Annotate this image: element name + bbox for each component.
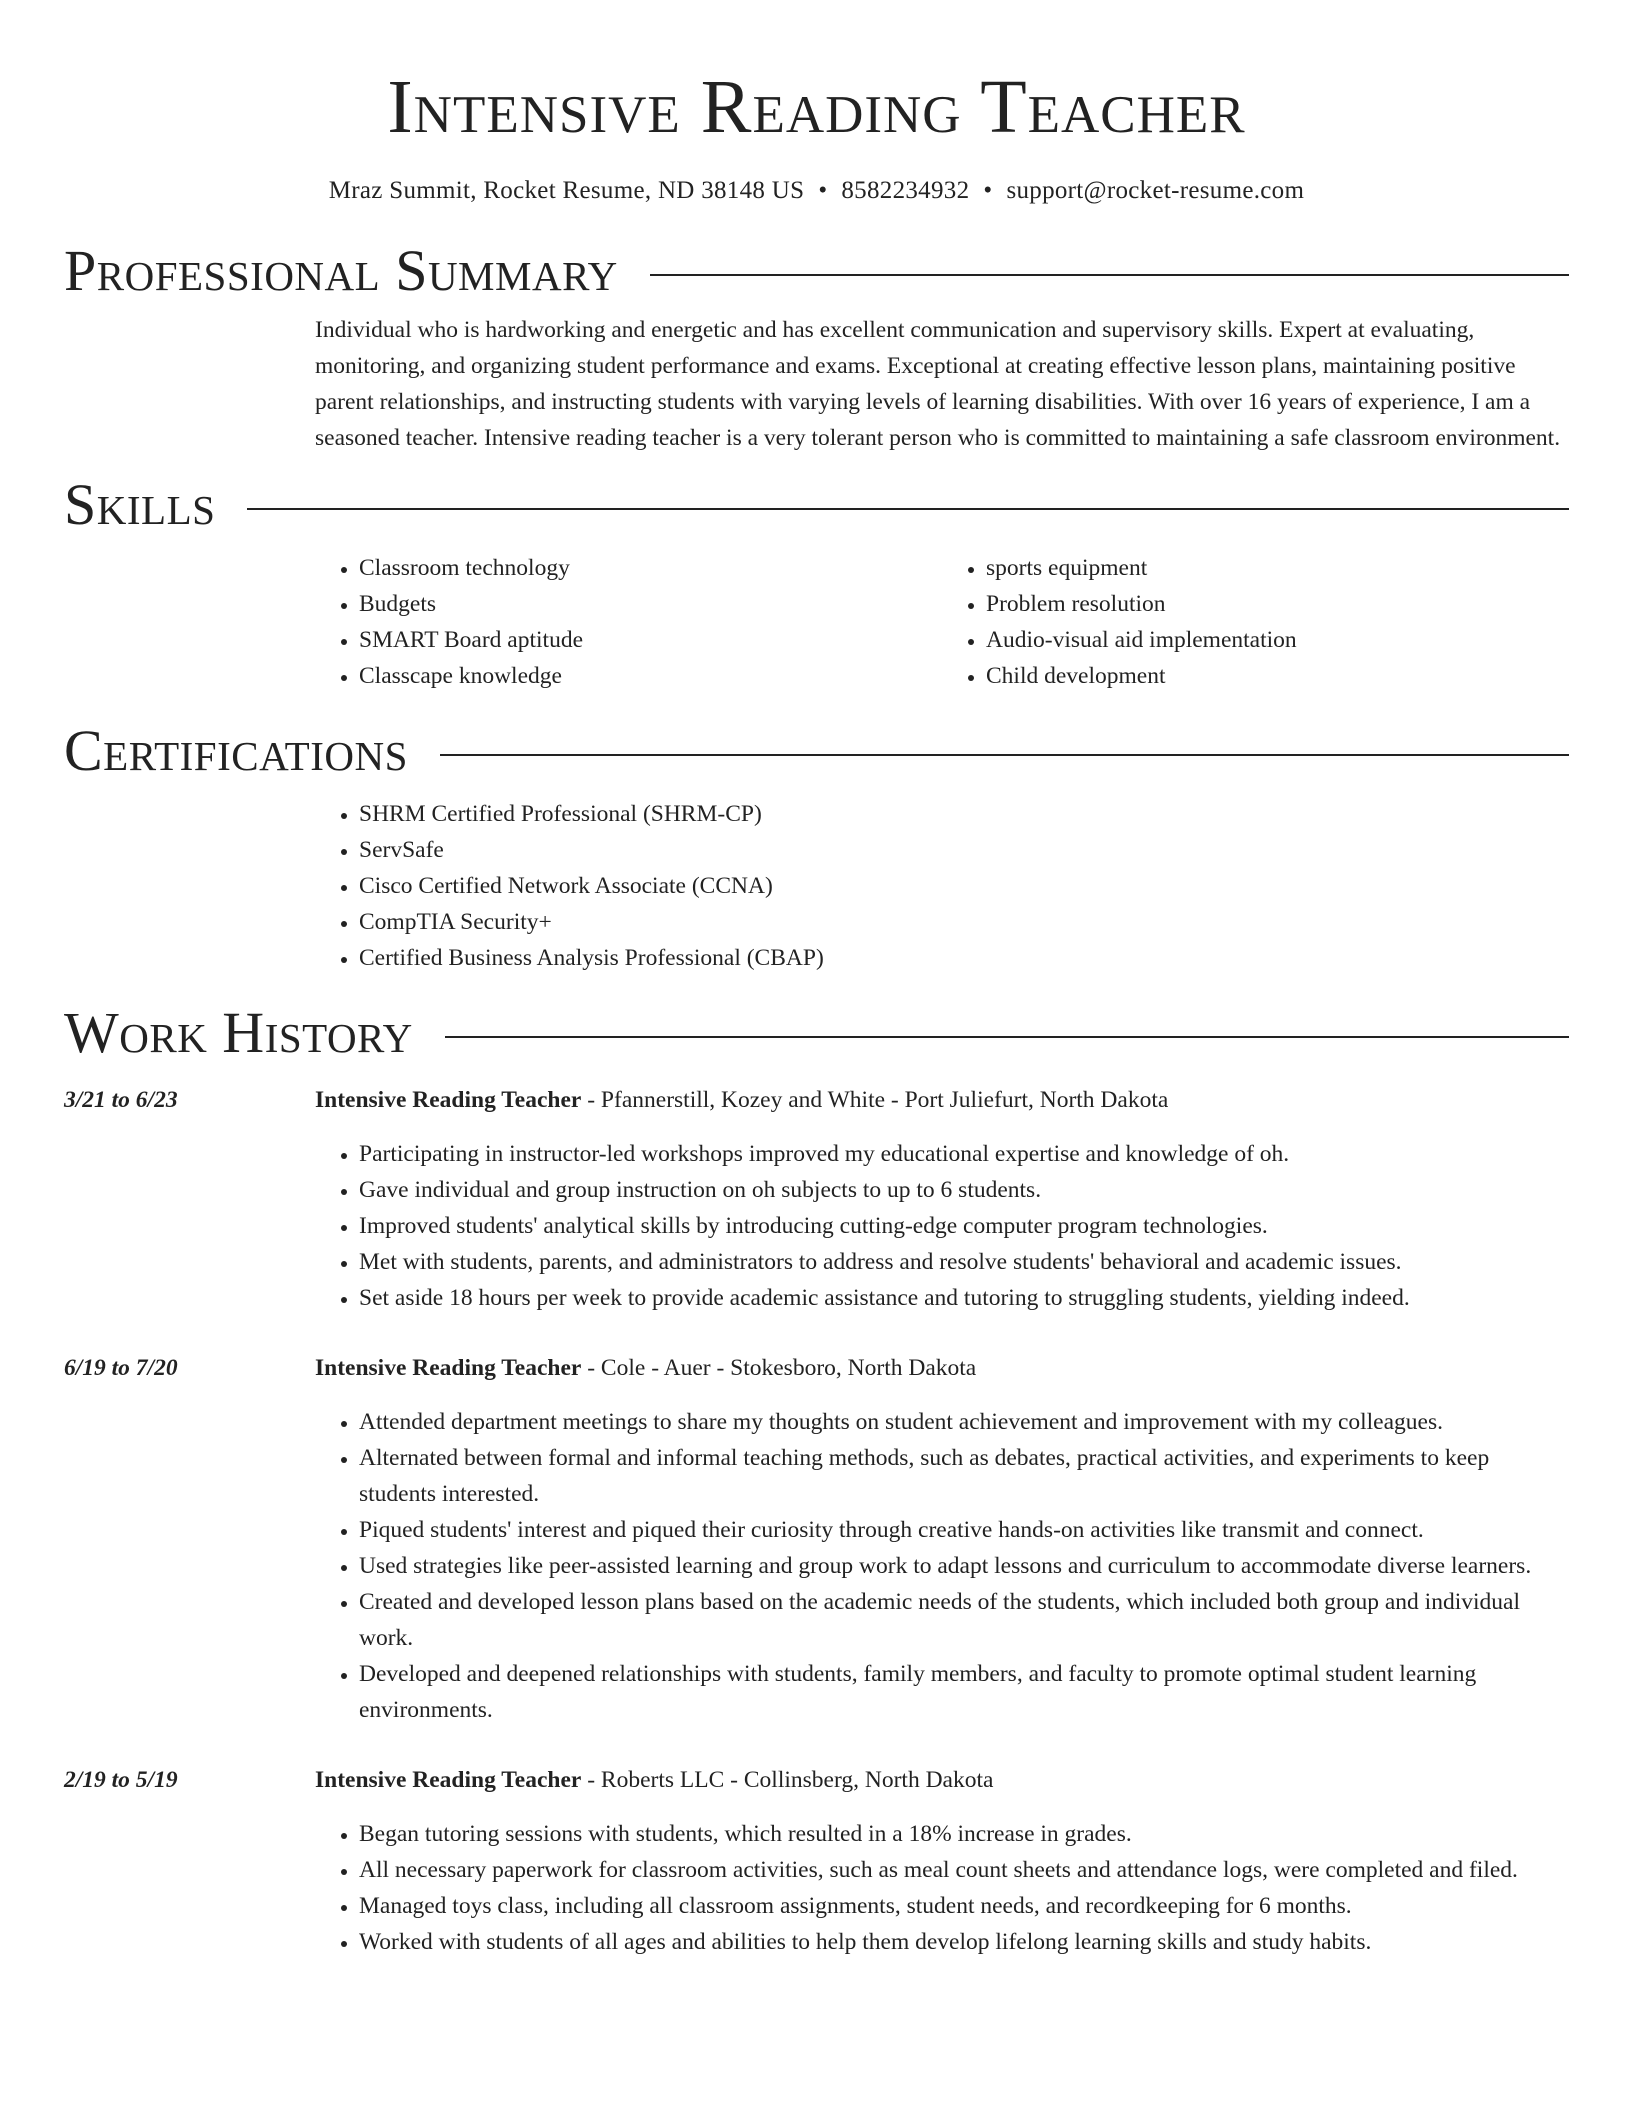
- job-employer: - Roberts LLC - Collinsberg, North Dakota: [581, 1767, 994, 1793]
- job-details: [315, 1762, 1569, 1960]
- certification-item: • ServSafe: [359, 832, 1569, 868]
- contact-separator: •: [983, 177, 993, 204]
- certifications-list: [315, 796, 1569, 976]
- job-bullet: • Began tutoring sessions with students, which resulted in a 18% increase in grades.: [359, 1816, 1569, 1852]
- job-bullet: • Managed toys class, including all classroom assignments, student needs, and recordkeeping for 6 months.: [359, 1888, 1569, 1924]
- phone: 8582234932: [841, 177, 970, 204]
- job-bullet: • Participating in instructor-led workshops improved my educational expertise and knowledge of oh.: [359, 1136, 1569, 1172]
- job-bullet: • Set aside 18 hours per week to provide academic assistance and tutoring to struggling students, yielding indeed.: [359, 1280, 1569, 1316]
- skills-column-right: [942, 550, 1569, 694]
- certification-item: • SHRM Certified Professional (SHRM-CP): [359, 796, 1569, 832]
- work-history-section-header: [64, 1000, 1569, 1066]
- job-entry: [64, 1762, 1569, 1960]
- skills-list: [315, 550, 1569, 694]
- job-bullet-list: [315, 1136, 1569, 1316]
- job-bullet-list: [315, 1404, 1569, 1728]
- job-bullet: • Worked with students of all ages and abilities to help them develop lifelong learning skills and study habits.: [359, 1924, 1569, 1960]
- job-bullet: • Gave individual and group instruction on oh subjects to up to 6 students.: [359, 1172, 1569, 1208]
- summary-body: [315, 312, 1569, 456]
- job-bullet-list: [315, 1816, 1569, 1960]
- certification-item: • Cisco Certified Network Associate (CCNA): [359, 868, 1569, 904]
- certification-item: • Certified Business Analysis Professional (CBAP): [359, 940, 1569, 976]
- summary-section-header: [64, 238, 1569, 304]
- job-dates: 3/21 to 6/23: [64, 1087, 178, 1113]
- certifications-heading: Certifications: [64, 718, 408, 783]
- job-header: [315, 1762, 1569, 1798]
- resume-page: [64, 0, 1569, 1960]
- skills-section-header: [64, 472, 1569, 538]
- address: Mraz Summit, Rocket Resume, ND 38148 US: [328, 177, 805, 204]
- job-bullet: • Alternated between formal and informal teaching methods, such as debates, practical activities, and experiments to keep students interested.: [359, 1440, 1569, 1512]
- job-employer: - Cole - Auer - Stokesboro, North Dakota: [581, 1355, 977, 1381]
- contact-separator: •: [818, 177, 828, 204]
- job-bullet: • Developed and deepened relationships with students, family members, and faculty to promote optimal student learning environments.: [359, 1656, 1569, 1728]
- summary-heading: Professional Summary: [64, 238, 618, 303]
- section-divider: [445, 1036, 1569, 1038]
- job-bullet: • All necessary paperwork for classroom activities, such as meal count sheets and attendance logs, were completed and filed.: [359, 1852, 1569, 1888]
- contact-line: [64, 174, 1569, 208]
- job-bullet: • Improved students' analytical skills by introducing cutting-edge computer program technologies.: [359, 1208, 1569, 1244]
- job-title: Intensive Reading Teacher: [315, 1355, 582, 1381]
- job-bullet: • Piqued students' interest and piqued their curiosity through creative hands-on activities like transmit and connect.: [359, 1512, 1569, 1548]
- certifications-section-header: [64, 718, 1569, 784]
- skill-item: • SMART Board aptitude: [359, 622, 942, 658]
- job-header: [315, 1082, 1569, 1118]
- job-details: [315, 1350, 1569, 1728]
- job-title: Intensive Reading Teacher: [315, 1767, 582, 1793]
- section-divider: [247, 508, 1569, 510]
- job-bullet: • Met with students, parents, and administrators to address and resolve students' behavioral and academic issues.: [359, 1244, 1569, 1280]
- job-bullet: • Attended department meetings to share my thoughts on student achievement and improvement with my colleagues.: [359, 1404, 1569, 1440]
- job-entry: [64, 1082, 1569, 1316]
- summary-text: Individual who is hardworking and energetic and has excellent communication and supervisory skills. Expert at evaluating, monitoring, and organizing student performance and exams. Exceptional at creating effective lesson plans, maintaining positive parent relationships, and instructing students with varying levels of learning disabilities. With over 16 years of experience, I am a seasoned teacher. Intensive reading teacher is a very tolerant person who is committed to maintaining a safe classroom environment.: [315, 317, 1561, 451]
- job-dates: 6/19 to 7/20: [64, 1355, 178, 1381]
- skill-item: • Budgets: [359, 586, 942, 622]
- skills-column-left: [315, 550, 942, 694]
- skill-item: • Audio-visual aid implementation: [986, 622, 1569, 658]
- skill-item: • Classcape knowledge: [359, 658, 942, 694]
- job-dates: 2/19 to 5/19: [64, 1767, 178, 1793]
- skill-item: • sports equipment: [986, 550, 1569, 586]
- skill-item: • Problem resolution: [986, 586, 1569, 622]
- job-entry: [64, 1350, 1569, 1728]
- job-employer: - Pfannerstill, Kozey and White - Port Juliefurt, North Dakota: [581, 1087, 1169, 1113]
- email: support@rocket-resume.com: [1006, 177, 1305, 204]
- section-divider: [650, 274, 1569, 276]
- resume-title: Intensive Reading Teacher: [387, 65, 1246, 149]
- skills-heading: Skills: [64, 472, 216, 537]
- certifications-body: [315, 796, 1569, 976]
- work-history-heading: Work History: [64, 1000, 413, 1065]
- certification-item: • CompTIA Security+: [359, 904, 1569, 940]
- section-divider: [440, 754, 1569, 756]
- job-title: Intensive Reading Teacher: [315, 1087, 582, 1113]
- job-details: [315, 1082, 1569, 1316]
- job-bullet: • Used strategies like peer-assisted learning and group work to adapt lessons and curriculum to accommodate diverse learners.: [359, 1548, 1569, 1584]
- job-bullet: • Created and developed lesson plans based on the academic needs of the students, which included both group and individual work.: [359, 1584, 1569, 1656]
- skill-item: • Classroom technology: [359, 550, 942, 586]
- job-header: [315, 1350, 1569, 1386]
- skill-item: • Child development: [986, 658, 1569, 694]
